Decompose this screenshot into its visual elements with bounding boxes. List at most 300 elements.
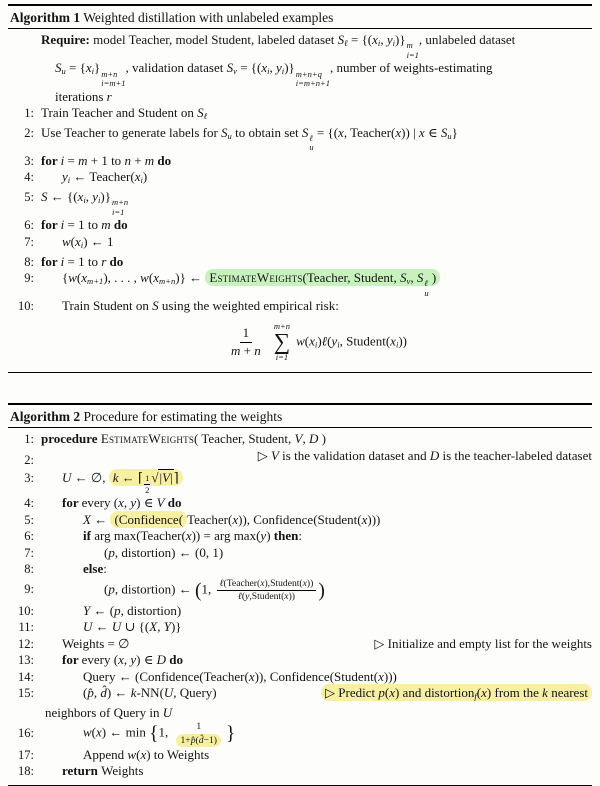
text-segment: ∪ {( bbox=[121, 619, 150, 635]
code-line bbox=[8, 169, 592, 189]
line-number: 3: bbox=[24, 153, 34, 168]
text-segment: : bbox=[298, 528, 302, 544]
text-segment: + bbox=[240, 342, 255, 358]
text-segment: ( bbox=[327, 333, 332, 349]
text-segment: ) ← 1 bbox=[83, 233, 114, 249]
code-line bbox=[8, 495, 592, 512]
math-var: x bbox=[185, 528, 192, 544]
text-segment: every ( bbox=[81, 652, 119, 668]
text-segment: ( bbox=[104, 581, 109, 597]
math-var: p̂ bbox=[87, 685, 94, 701]
math-var: x bbox=[260, 577, 265, 589]
line-number: 7: bbox=[24, 234, 34, 249]
math-var: V bbox=[270, 447, 279, 463]
line-content bbox=[41, 578, 592, 603]
line-content bbox=[41, 528, 592, 545]
code-line bbox=[8, 298, 592, 315]
subscript: f bbox=[474, 691, 477, 702]
text-segment: Append bbox=[83, 746, 128, 762]
line-content bbox=[41, 217, 592, 234]
math-var: i bbox=[60, 253, 65, 269]
algorithm-2-title-row bbox=[8, 405, 592, 427]
algorithm-1-title-row bbox=[8, 6, 592, 28]
math-var: k bbox=[130, 685, 137, 701]
code-line bbox=[8, 469, 592, 495]
math-var: V bbox=[156, 495, 165, 511]
subscript: i=m+n+1 bbox=[295, 78, 330, 89]
code-line bbox=[8, 125, 592, 153]
math-var: w bbox=[127, 746, 137, 762]
text-segment: , bbox=[123, 495, 131, 511]
text-segment: ← bbox=[90, 511, 111, 527]
algorithm-1-bottom-rule bbox=[8, 372, 592, 373]
subscript: v bbox=[233, 66, 237, 77]
text-segment: ( bbox=[70, 233, 76, 249]
subscript: i bbox=[377, 38, 381, 49]
text-segment: | bbox=[170, 469, 173, 485]
code-line bbox=[8, 189, 592, 217]
math-var: y bbox=[245, 590, 250, 602]
math-var: S bbox=[41, 189, 48, 205]
text-segment: , Query) bbox=[173, 685, 217, 701]
math-var: U bbox=[62, 469, 72, 485]
text-segment: , bbox=[380, 32, 387, 47]
text-segment: , distortion) ← (0, 1) bbox=[114, 544, 224, 560]
math-var: Y bbox=[163, 619, 171, 635]
text-segment: (Confidence( bbox=[114, 511, 184, 527]
highlight-yellow bbox=[176, 734, 221, 747]
text-segment: )} bbox=[170, 619, 182, 635]
subscript: m+n bbox=[158, 276, 176, 287]
math-var: S bbox=[226, 60, 234, 76]
text-segment: ))) bbox=[383, 668, 397, 684]
highlight-yellow bbox=[110, 511, 187, 528]
line-number: 1: bbox=[24, 106, 34, 121]
text-segment: ( bbox=[76, 270, 82, 286]
line-content bbox=[41, 298, 592, 315]
sigma-operator: ∑ bbox=[273, 329, 291, 355]
text-segment: Teacher( bbox=[187, 511, 233, 527]
math-var: n bbox=[124, 152, 131, 168]
superscript: ℓ bbox=[424, 278, 428, 289]
text-segment: , Student( bbox=[339, 333, 391, 349]
math-var: x bbox=[140, 746, 147, 762]
algorithm-2-body bbox=[8, 428, 592, 784]
math-var: X bbox=[83, 511, 91, 527]
line-number: 2: bbox=[24, 125, 34, 140]
text-segment: )) = arg max( bbox=[191, 528, 261, 544]
line-content bbox=[41, 495, 592, 512]
math-var: S bbox=[221, 124, 228, 140]
line-number: 5: bbox=[24, 512, 34, 527]
line-content bbox=[41, 89, 592, 106]
code-line bbox=[8, 105, 592, 125]
code-line bbox=[8, 561, 592, 578]
math-var: S bbox=[337, 32, 345, 47]
text-segment: ) bbox=[142, 169, 148, 185]
code-line bbox=[8, 619, 592, 636]
text-segment: iterations bbox=[55, 88, 107, 104]
superscript: m bbox=[406, 40, 413, 51]
line-content bbox=[41, 448, 592, 465]
math-var: x bbox=[361, 511, 368, 527]
text-segment: ( bbox=[91, 724, 97, 740]
math-var: U bbox=[111, 619, 122, 635]
text-segment: )) bbox=[306, 577, 314, 589]
line-content bbox=[41, 315, 592, 368]
math-var: D bbox=[156, 652, 166, 668]
code-line bbox=[8, 721, 592, 746]
math-var: S bbox=[400, 270, 407, 286]
text-segment: is the validation dataset and bbox=[278, 447, 430, 463]
line-content bbox=[41, 189, 592, 217]
math-var: V bbox=[294, 431, 303, 447]
line-number: 13: bbox=[18, 653, 34, 668]
text-segment: )), Confidence(Student( bbox=[254, 668, 379, 684]
line-content bbox=[41, 636, 592, 653]
text-segment: ( bbox=[136, 746, 141, 762]
math-var: p bbox=[378, 685, 385, 701]
text-segment: )} bbox=[394, 32, 406, 47]
line-content bbox=[41, 652, 592, 669]
text-segment: , Teacher( bbox=[343, 124, 396, 140]
text-segment: Weights = ∅ bbox=[62, 635, 130, 651]
subscript: ℓ bbox=[344, 38, 348, 49]
line-content bbox=[41, 469, 592, 495]
math-var: S bbox=[152, 298, 159, 314]
text-segment: = {( bbox=[313, 124, 339, 140]
numerator bbox=[240, 325, 253, 342]
math-var: y bbox=[130, 652, 137, 668]
text-segment: 1 bbox=[196, 721, 202, 733]
line-content bbox=[41, 545, 592, 562]
text-segment: | bbox=[159, 469, 163, 485]
square-root bbox=[151, 469, 173, 487]
code-line bbox=[8, 652, 592, 669]
code-line bbox=[8, 763, 592, 780]
text-segment: { bbox=[62, 270, 69, 286]
line-content bbox=[41, 763, 592, 780]
upper-limit: m+n bbox=[273, 320, 290, 331]
math-var: x bbox=[118, 652, 124, 668]
math-var: w bbox=[83, 724, 92, 740]
procedure-name: EstimateWeights bbox=[209, 270, 303, 286]
text-segment: ( bbox=[104, 544, 109, 560]
text-segment: ))) bbox=[367, 511, 381, 527]
math-var: x bbox=[309, 333, 315, 349]
denominator: 2 bbox=[145, 484, 150, 495]
text-segment: ← Teacher( bbox=[70, 169, 135, 185]
text-segment: , validation dataset bbox=[125, 60, 227, 76]
text-segment: } bbox=[451, 124, 458, 140]
text-segment: ( bbox=[195, 734, 199, 746]
line-content bbox=[41, 747, 592, 764]
line-content bbox=[41, 685, 592, 705]
denominator bbox=[228, 343, 264, 359]
subscript: u bbox=[227, 130, 232, 141]
text-segment: ) ← bbox=[106, 685, 131, 701]
math-var: X bbox=[149, 619, 158, 635]
math-var: m bbox=[230, 342, 241, 358]
code-line bbox=[8, 705, 592, 722]
line-number: 11: bbox=[18, 620, 34, 635]
line-content bbox=[41, 270, 592, 298]
text-segment: , bbox=[269, 60, 277, 76]
math-var: x bbox=[338, 124, 344, 140]
text-segment: ) from the bbox=[486, 685, 543, 701]
math-var: y bbox=[260, 528, 267, 544]
subscript: i bbox=[267, 66, 270, 77]
text-segment: , bbox=[93, 685, 101, 701]
subscript: i bbox=[83, 195, 86, 206]
math-var: w bbox=[62, 233, 71, 249]
keyword: for bbox=[41, 253, 61, 269]
math-var: Y bbox=[83, 602, 91, 618]
text-segment: ∈ bbox=[424, 124, 441, 140]
math-var: m bbox=[101, 217, 111, 233]
text-segment: )} bbox=[100, 189, 111, 205]
text-segment: ▷ Initialize and empty list for the weights bbox=[374, 635, 592, 651]
math-var: y bbox=[386, 32, 393, 47]
line-content bbox=[41, 512, 592, 529]
line-number: 15: bbox=[18, 686, 34, 701]
math-var: S bbox=[197, 105, 204, 121]
text-segment: , bbox=[85, 189, 93, 205]
denominator bbox=[235, 591, 298, 603]
math-var: x bbox=[85, 60, 92, 76]
text-segment: ), . . . , bbox=[103, 270, 141, 286]
text-segment: + bbox=[130, 152, 145, 168]
text-segment: ) ∈ bbox=[136, 495, 157, 511]
math-var: m bbox=[144, 152, 155, 168]
text-segment: , bbox=[410, 270, 417, 286]
text-segment: Weights bbox=[101, 763, 144, 779]
math-var: d̂ bbox=[100, 685, 107, 701]
line-number: 8: bbox=[24, 562, 34, 577]
text-segment: = bbox=[64, 152, 79, 168]
subscript: i bbox=[67, 175, 71, 186]
procedure-name: EstimateWeights bbox=[100, 431, 195, 447]
subscript: u bbox=[309, 142, 314, 153]
subscript: i bbox=[91, 66, 95, 77]
math-var: U bbox=[163, 685, 174, 701]
text-segment: ▷ Predict bbox=[325, 685, 379, 701]
keyword: do bbox=[169, 652, 183, 668]
text-segment: Use Teacher to generate labels for bbox=[41, 124, 222, 140]
text-segment: )) | bbox=[401, 124, 419, 140]
code-line bbox=[8, 512, 592, 529]
line-content bbox=[41, 105, 592, 125]
math-var: S bbox=[301, 124, 309, 140]
math-var: x bbox=[390, 333, 396, 349]
math-var: S bbox=[440, 124, 448, 140]
line-number: 4: bbox=[24, 496, 34, 511]
line-content bbox=[41, 669, 592, 686]
line-content bbox=[41, 431, 592, 448]
line-number: 3: bbox=[24, 470, 34, 485]
text-segment: 1 bbox=[242, 325, 250, 341]
line-content bbox=[41, 60, 592, 88]
radicand bbox=[158, 469, 173, 487]
text-segment: ),Student( bbox=[264, 577, 303, 589]
keyword: do bbox=[109, 253, 124, 269]
text-segment: ) bbox=[428, 270, 437, 286]
text-segment: is the teacher-labeled dataset bbox=[439, 447, 592, 463]
math-var: ℓ bbox=[321, 333, 328, 349]
line-number: 2: bbox=[24, 453, 34, 468]
line-number: 9: bbox=[24, 582, 34, 597]
line-content bbox=[41, 603, 592, 620]
line-number: 9: bbox=[24, 271, 34, 286]
text-segment: = 1 to bbox=[64, 253, 102, 269]
keyword: do bbox=[113, 217, 128, 233]
text-segment: −1) bbox=[203, 734, 217, 746]
subscript: u bbox=[447, 130, 452, 141]
line-content bbox=[41, 153, 592, 170]
math-var: n bbox=[254, 342, 261, 358]
keyword: else bbox=[83, 561, 104, 577]
math-var: w bbox=[68, 270, 77, 286]
big-delimiter: ) bbox=[318, 580, 325, 602]
text-segment: ) and distortion bbox=[394, 685, 475, 701]
text-segment: ← ∅, bbox=[71, 469, 109, 485]
math-var: U bbox=[162, 704, 173, 720]
math-var: r bbox=[106, 88, 112, 104]
algorithm-1-title: Weighted distillation with unlabeled examples bbox=[83, 10, 334, 25]
radical-sign: √ bbox=[151, 469, 159, 485]
code-line bbox=[8, 60, 592, 88]
math-var: x bbox=[395, 124, 402, 140]
subscript: i bbox=[314, 339, 318, 350]
math-var: x bbox=[284, 590, 289, 602]
line-number: 17: bbox=[18, 747, 34, 762]
sup-sub bbox=[112, 198, 128, 217]
code-line bbox=[8, 270, 592, 298]
text-segment: model Teacher, model Student, labeled dataset bbox=[89, 32, 338, 47]
superscript: m+n bbox=[101, 68, 118, 79]
math-var: r bbox=[101, 253, 107, 269]
math-var: y bbox=[92, 189, 99, 205]
fraction bbox=[217, 578, 317, 603]
text-segment: } bbox=[94, 60, 101, 76]
text-segment: every ( bbox=[81, 495, 119, 511]
text-segment: , bbox=[157, 619, 164, 635]
line-content bbox=[41, 705, 592, 722]
line-content bbox=[41, 619, 592, 636]
text-segment: (Teacher( bbox=[223, 577, 261, 589]
text-segment: )) bbox=[288, 590, 295, 602]
text-segment: , distortion) ← bbox=[114, 581, 196, 597]
text-segment: , number of weights-estimating bbox=[329, 60, 493, 76]
text-segment: , bbox=[123, 652, 131, 668]
line-content bbox=[41, 254, 592, 271]
math-var: x bbox=[75, 233, 81, 249]
line-number: 10: bbox=[18, 299, 34, 314]
math-var: p̂ bbox=[190, 734, 196, 746]
text-segment: 1, bbox=[158, 724, 172, 740]
math-var: p bbox=[108, 544, 115, 560]
line-content bbox=[41, 561, 592, 578]
superscript: m+n bbox=[112, 197, 129, 208]
text-segment: ( bbox=[83, 685, 88, 701]
line-content bbox=[41, 32, 592, 60]
code-line bbox=[8, 448, 592, 469]
text-segment: ← ( bbox=[90, 602, 115, 618]
keyword: for bbox=[62, 652, 82, 668]
math-var: D bbox=[309, 431, 319, 447]
algorithm-1-block bbox=[8, 4, 592, 373]
algorithm-1-label: Algorithm 1 bbox=[10, 10, 81, 25]
text-segment: , unlabeled dataset bbox=[418, 32, 516, 47]
math-var: y bbox=[62, 169, 68, 185]
subscript: i bbox=[140, 175, 143, 186]
math-var: i bbox=[60, 152, 65, 168]
math-var: U bbox=[83, 619, 93, 635]
algorithm-1-body bbox=[8, 29, 592, 372]
code-line bbox=[8, 603, 592, 620]
denominator bbox=[173, 735, 224, 747]
superscript: ℓ bbox=[309, 132, 313, 143]
math-var: p bbox=[114, 602, 121, 618]
lower-limit: i=1 bbox=[275, 352, 289, 363]
text-segment: ( bbox=[304, 333, 310, 349]
code-line bbox=[8, 669, 592, 686]
keyword: procedure bbox=[41, 431, 101, 447]
math-var: x bbox=[232, 511, 239, 527]
keyword: do bbox=[167, 495, 182, 511]
fraction bbox=[228, 325, 264, 359]
code-line bbox=[8, 315, 592, 368]
text-segment: arg max(Teacher( bbox=[94, 528, 186, 544]
text-segment: using the weighted empirical risk: bbox=[158, 298, 339, 314]
code-line bbox=[8, 578, 592, 603]
algorithm-2-block bbox=[8, 403, 592, 785]
math-var: ℓ bbox=[219, 577, 224, 589]
keyword: do bbox=[157, 152, 172, 168]
big-delimiter: { bbox=[149, 723, 159, 745]
keyword: return bbox=[62, 763, 102, 779]
text-segment: , bbox=[302, 431, 309, 447]
math-var: i bbox=[60, 217, 65, 233]
big-delimiter: } bbox=[225, 723, 236, 745]
line-number: 8: bbox=[24, 254, 34, 269]
subscript: u bbox=[61, 66, 66, 77]
subscript: u bbox=[424, 287, 429, 298]
code-line bbox=[8, 545, 592, 562]
line-number: 6: bbox=[24, 529, 34, 544]
text-segment: Train Student on bbox=[62, 298, 153, 314]
line-number: 7: bbox=[24, 545, 34, 560]
subscript: i bbox=[281, 66, 285, 77]
math-var: k bbox=[542, 685, 548, 701]
code-line bbox=[8, 431, 592, 448]
code-line bbox=[8, 254, 592, 271]
math-var: d̂ bbox=[198, 734, 204, 746]
text-segment: : bbox=[103, 561, 107, 577]
math-var: x bbox=[481, 685, 487, 701]
big-delimiter: ( bbox=[195, 580, 202, 602]
summation bbox=[274, 322, 290, 363]
inline-comment bbox=[374, 636, 592, 653]
algorithm-2-title: Procedure for estimating the weights bbox=[83, 409, 283, 425]
math-var: V bbox=[162, 469, 171, 485]
text-segment: ) bbox=[318, 431, 326, 447]
text-segment: = {( bbox=[347, 32, 373, 47]
text-segment: = {( bbox=[236, 60, 262, 76]
line-content bbox=[41, 721, 592, 746]
subscript: i bbox=[337, 339, 340, 350]
inline-comment bbox=[321, 685, 592, 705]
